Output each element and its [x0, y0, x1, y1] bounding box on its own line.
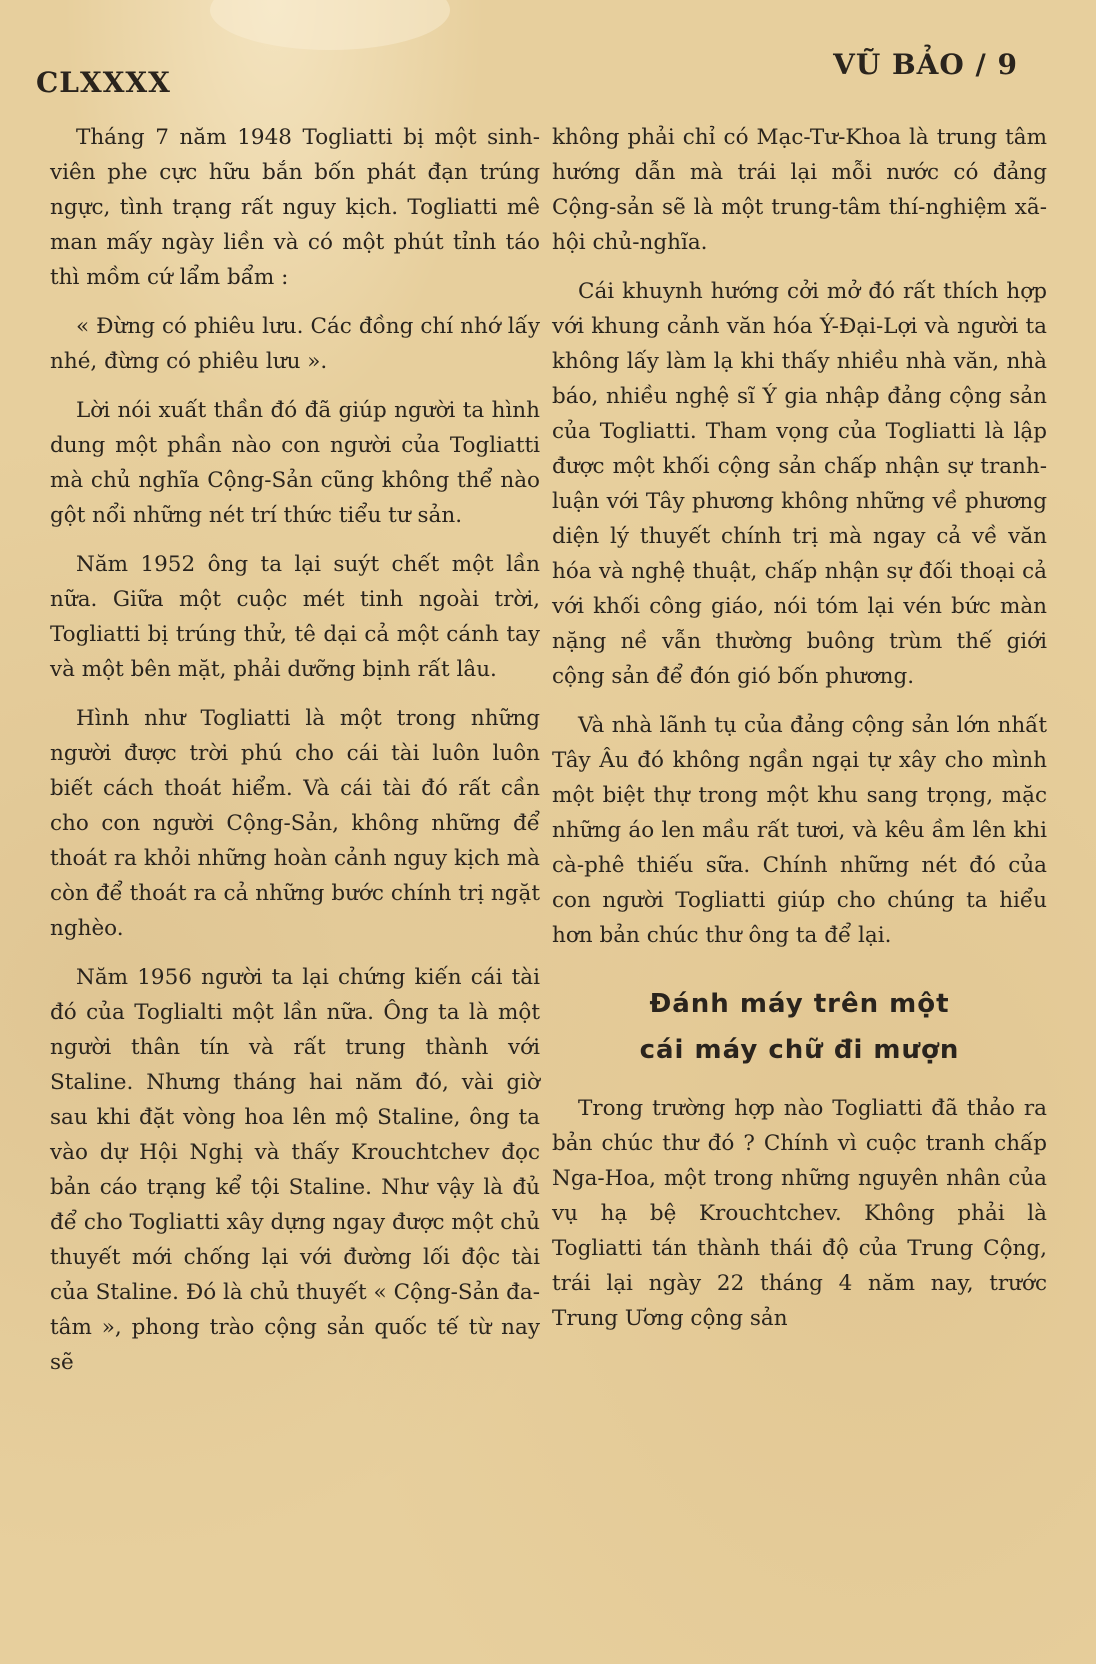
- section-heading: [552, 981, 1047, 1073]
- quote-paragraph: « Đừng có phiêu lưu. Các đồng chí nhớ lấy nhé, đừng có phiêu lưu ».: [50, 314, 540, 374]
- section-heading-line: Đánh máy trên một: [649, 989, 950, 1019]
- paragraph: Trong trường hợp nào Togliatti đã thảo ra bản chúc thư đó ? Chính vì cuộc tranh chấp Nga-Hoa, một trong những nguyên nhân của vụ hạ bệ Krouchtchev. Không phải là Togliatti tán thành thái độ của Trung Cộng, trái lại ngày 22 tháng 4 năm nay, trước Trung Ương cộng sản: [552, 1096, 1047, 1331]
- paragraph: Cái khuynh hướng cởi mở đó rất thích hợp với khung cảnh văn hóa Ý-Đại-Lợi và người ta không lấy làm lạ khi thấy nhiều nhà văn, nhà báo, nhiều nghệ sĩ Ý gia nhập đảng cộng sản của Togliatti. Tham vọng của Togliatti là lập được một khối cộng sản chấp nhận sự tranh-luận với Tây phương không những về phương diện lý thuyết chính trị mà ngay cả về văn hóa và nghệ thuật, chấp nhận sự đối thoại cả với khối công giáo, nói tóm lại vén bức màn nặng nề vẫn thường buông trùm thế giới cộng sản để đón gió bốn phương.: [552, 279, 1047, 689]
- section-heading-line: cái máy chữ đi mượn: [639, 1035, 960, 1065]
- left-column: [50, 120, 540, 1394]
- paragraph: Lời nói xuất thần đó đã giúp người ta hình dung một phần nào con người của Togliatti mà chủ nghĩa Cộng-Sản cũng không thể nào gột nổi những nét trí thức tiểu tư sản.: [50, 398, 540, 528]
- right-column: [552, 120, 1047, 1350]
- paper-stain: [210, 0, 450, 50]
- author-page-number: VŨ BẢO / 9: [833, 48, 1018, 81]
- paragraph: Năm 1956 người ta lại chứng kiến cái tài đó của Toglialti một lần nữa. Ông ta là một người thân tín và rất trung thành với Staline. Nhưng tháng hai năm đó, vài giờ sau khi đặt vòng hoa lên mộ Staline, ông ta vào dự Hội Nghị và thấy Krouchtchev đọc bản cáo trạng kể tội Staline. Như vậy là đủ để cho Togliatti xây dựng ngay được một chủ thuyết mới chống lại với đường lối độc tài của Staline. Đó là chủ thuyết « Cộng-Sản đa-tâm », phong trào cộng sản quốc tế từ nay sẽ: [50, 965, 540, 1375]
- continued-paragraph: không phải chỉ có Mạc-Tư-Khoa là trung tâm hướng dẫn mà trái lại mỗi nước có đảng Cộng-sản sẽ là một trung-tâm thí-nghiệm xã-hội chủ-nghĩa.: [552, 125, 1047, 255]
- page-marker: CLXXXX: [36, 66, 171, 99]
- paragraph: Và nhà lãnh tụ của đảng cộng sản lớn nhất Tây Âu đó không ngần ngại tự xây cho mình một biệt thự trong một khu sang trọng, mặc những áo len mầu rất tươi, và kêu ầm lên khi cà-phê thiếu sữa. Chính những nét đó của con người Togliatti giúp cho chúng ta hiểu hơn bản chúc thư ông ta để lại.: [552, 713, 1047, 948]
- paragraph: Tháng 7 năm 1948 Togliatti bị một sinh-viên phe cực hữu bắn bốn phát đạn trúng ngực, tình trạng rất nguy kịch. Togliatti mê man mấy ngày liền và có một phút tỉnh táo thì mồm cứ lẩm bẩm :: [50, 125, 540, 290]
- paragraph: Hình như Togliatti là một trong những người được trời phú cho cái tài luôn luôn biết cách thoát hiểm. Và cái tài đó rất cần cho con người Cộng-Sản, không những để thoát ra khỏi những hoàn cảnh nguy kịch mà còn để thoát ra cả những bước chính trị ngặt nghèo.: [50, 706, 540, 941]
- paragraph: Năm 1952 ông ta lại suýt chết một lần nữa. Giữa một cuộc mét tinh ngoài trời, Togliatti bị trúng thử, tê dại cả một cánh tay và một bên mặt, phải dưỡng bịnh rất lâu.: [50, 552, 540, 682]
